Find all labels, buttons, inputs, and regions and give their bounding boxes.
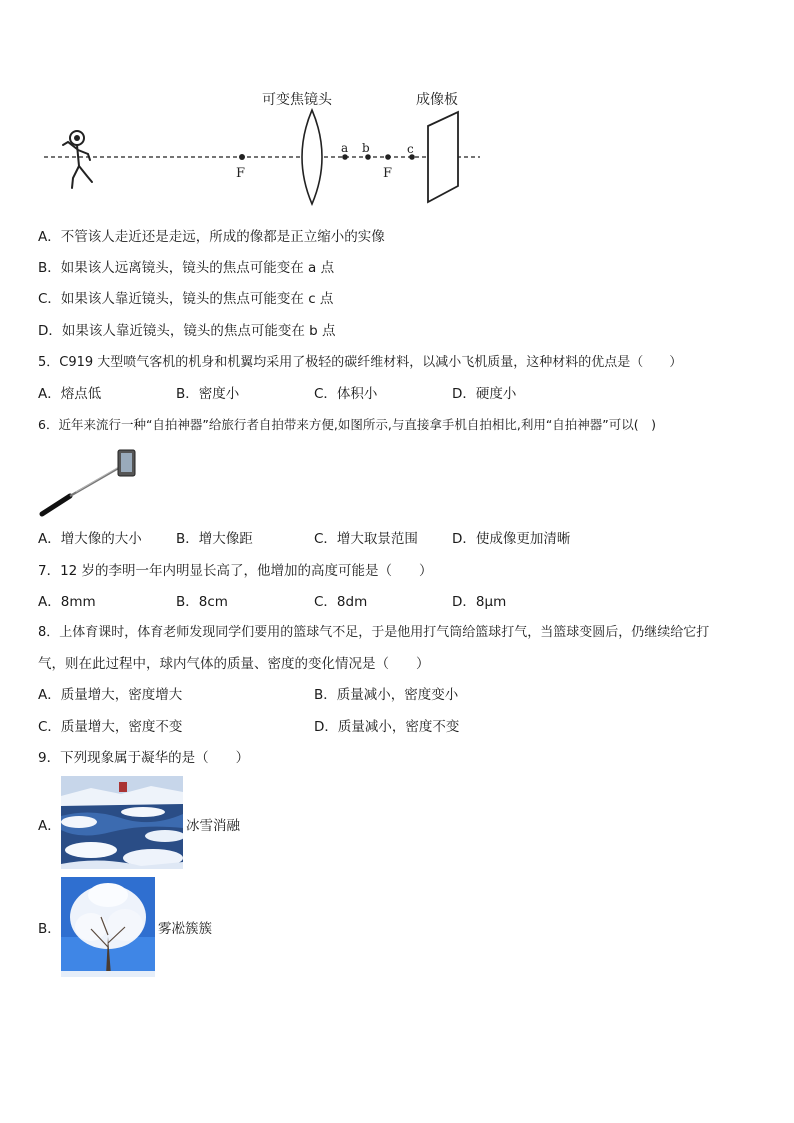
q5-option-d[interactable]: D．硬度小 (452, 386, 517, 402)
lens-label: 可变焦镜头 (262, 92, 332, 108)
rime-tree-image[interactable] (61, 877, 155, 977)
q8-stem-line1: 8．上体育课时，体育老师发现同学们要用的篮球气不足，于是他用打气筒给篮球打气，当篮球变圆后，仍继续给它打 (38, 625, 710, 640)
melting-snow-image[interactable] (61, 776, 183, 869)
point-b-label: b (362, 141, 370, 155)
selfie-stick-image (36, 446, 146, 520)
q6-option-d[interactable]: D．使成像更加清晰 (452, 531, 571, 547)
point-b (365, 154, 371, 160)
q8-option-d[interactable]: D．质量减小，密度不变 (314, 719, 460, 735)
q8-stem-line2: 气，则在此过程中，球内气体的质量、密度的变化情况是（ ） (38, 656, 430, 672)
q7-option-d[interactable]: D．8μm (452, 594, 507, 610)
lens-diagram (30, 82, 490, 207)
point-c-label: c (407, 142, 414, 156)
q9-stem: 9．下列现象属于凝华的是（ ） (38, 750, 250, 766)
q8-option-c[interactable]: C．质量增大，密度不变 (38, 719, 183, 735)
q6-option-a[interactable]: A．增大像的大小 (38, 531, 142, 547)
q5-option-b[interactable]: B．密度小 (176, 386, 240, 402)
q4-option-b[interactable]: B．如果该人远离镜头，镜头的焦点可能变在 a 点 (38, 260, 335, 276)
focal-right-label: F (383, 166, 393, 181)
q6-stem: 6．近年来流行一种“自拍神器”给旅行者自拍带来方便,如图所示,与直接拿手机自拍相比,利用“自拍神器”可以( ) (38, 417, 657, 432)
point-a (342, 154, 348, 160)
q7-option-b[interactable]: B．8cm (176, 594, 228, 610)
q6-option-c[interactable]: C．增大取景范围 (314, 531, 418, 547)
q5-option-a[interactable]: A．熔点低 (38, 386, 102, 402)
q7-option-a[interactable]: A．8mm (38, 594, 96, 610)
q7-option-c[interactable]: C．8dm (314, 594, 368, 610)
convex-lens (302, 110, 322, 204)
q7-stem: 7．12 岁的李明一年内明显长高了，他增加的高度可能是（ ） (38, 563, 433, 579)
q8-option-a[interactable]: A．质量增大，密度增大 (38, 687, 183, 703)
q6-option-b[interactable]: B．增大像距 (176, 531, 253, 547)
q9-option-b-letter[interactable]: B． (38, 921, 61, 937)
imaging-board (428, 112, 458, 202)
focal-point-left (239, 154, 245, 160)
q4-option-d[interactable]: D．如果该人靠近镜头，镜头的焦点可能变在 b 点 (38, 323, 336, 339)
q5-option-c[interactable]: C．体积小 (314, 386, 378, 402)
q9-option-a-text[interactable]: 冰雪消融 (186, 818, 240, 834)
q9-option-b-text[interactable]: 雾凇簇簇 (158, 921, 212, 937)
board-label: 成像板 (416, 92, 458, 108)
focal-point-right (385, 154, 391, 160)
q9-option-a-letter[interactable]: A． (38, 818, 61, 834)
q4-option-c[interactable]: C．如果该人靠近镜头，镜头的焦点可能变在 c 点 (38, 291, 334, 307)
person-figure (63, 131, 92, 188)
q4-option-a[interactable]: A．不管该人走近还是走远，所成的像都是正立缩小的实像 (38, 229, 385, 245)
focal-left-label: F (236, 166, 246, 181)
q8-option-b[interactable]: B．质量减小，密度变小 (314, 687, 459, 703)
point-a-label: a (341, 141, 349, 155)
q5-stem: 5．C919 大型喷气客机的机身和机翼均采用了极轻的碳纤维材料，以减小飞机质量，这种材料的优点是（ ） (38, 355, 683, 370)
